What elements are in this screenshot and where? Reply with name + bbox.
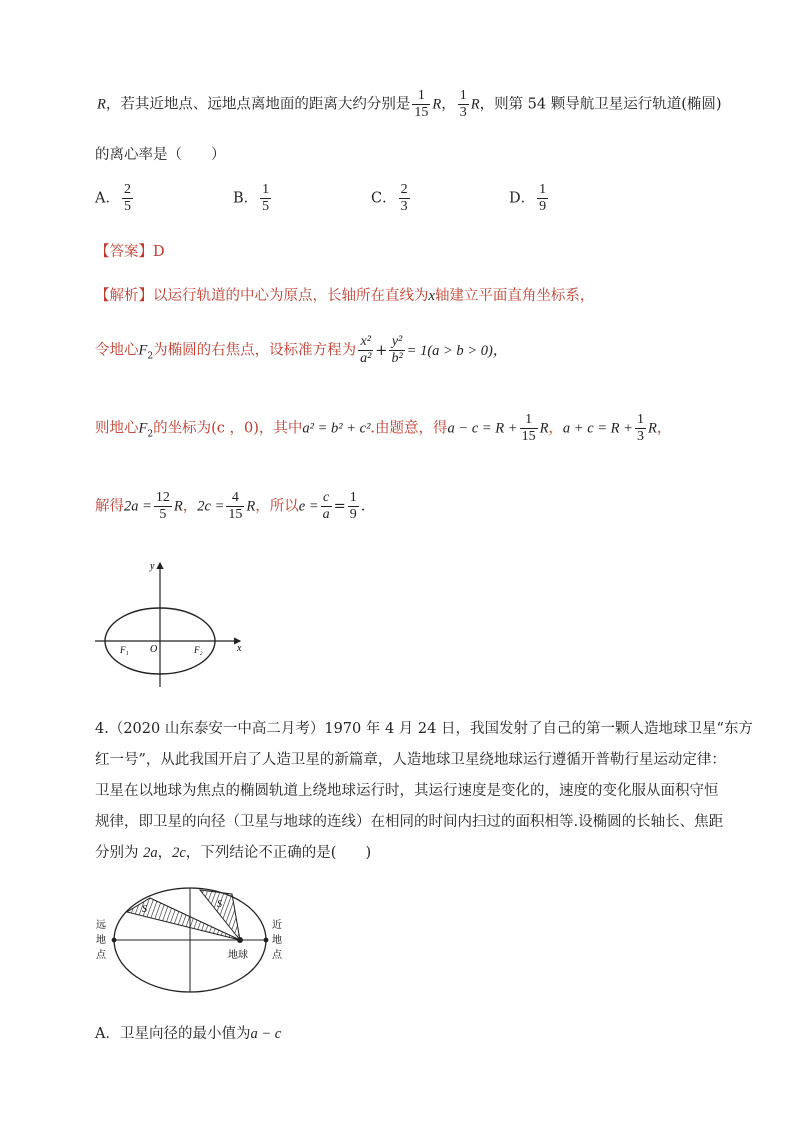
analysis-text: .由题意，得 xyxy=(370,420,448,437)
fraction-1-15: $\frac{1}{15}$ xyxy=(521,412,536,445)
radius-symbol: R xyxy=(470,96,480,113)
earth-label: 地球 xyxy=(228,950,248,961)
problem3-line2: 的离心率是（ ） xyxy=(95,147,226,163)
abc-relation: a² = b² + c² xyxy=(302,420,371,437)
y-axis-label: y xyxy=(150,561,155,572)
focus-symbol: F xyxy=(138,342,148,359)
option-label: A．卫星向径的最小值为 xyxy=(95,1026,251,1042)
option-a[interactable] xyxy=(95,182,135,215)
fraction-12-5: $\frac{12}{5}$ xyxy=(155,490,170,523)
major-axis-symbol: 2a xyxy=(143,845,158,861)
focal-distance-symbol: 2c xyxy=(172,845,186,861)
problem4-line5 xyxy=(95,841,371,862)
radius-symbol: R xyxy=(246,498,256,515)
separator: ， xyxy=(441,96,456,113)
fraction-1-3: $\frac{1}{3}$ xyxy=(636,412,644,445)
eq-fraction-x: $\frac{\text{x²}}{\text{a²}}$ xyxy=(360,334,372,367)
answer-tag: 【答案】 xyxy=(95,244,153,260)
option-fraction: $\frac{1}{5}$ xyxy=(262,182,270,215)
option-expression: a − c xyxy=(250,1026,282,1042)
eq-a-plus-c: a + c = R + xyxy=(562,420,633,437)
radius-symbol: R xyxy=(539,420,549,437)
option-fraction: $\frac{2}{3}$ xyxy=(400,182,408,215)
radius-symbol: R xyxy=(647,420,657,437)
near-point-label-3: 点 xyxy=(272,950,282,961)
focus-subscript: 2 xyxy=(147,429,154,440)
eccentricity-symbol: e = xyxy=(298,498,319,515)
near-point-label-1: 近 xyxy=(272,920,282,931)
ellipse-coordinate-figure xyxy=(90,555,260,695)
option-b[interactable] xyxy=(233,182,273,215)
plus-sign: + xyxy=(375,342,388,359)
problem4-option-a[interactable] xyxy=(95,1022,281,1043)
eq-2c: 2c = xyxy=(197,498,225,515)
far-point-label-2: 地 xyxy=(96,935,106,946)
fraction-1-3: $\frac{1}{3}$ xyxy=(459,88,467,121)
near-point-dot xyxy=(264,938,269,943)
problem4-line3: 卫星在以地球为焦点的椭圆轨道上绕地球运行时，其运行速度是变化的，速度的变化服从面积守恒 xyxy=(95,783,719,799)
ellipse-equation xyxy=(356,334,508,367)
answer-line xyxy=(95,240,165,261)
eq-a-minus-c: a − c = R + xyxy=(447,420,518,437)
equals-sign: = xyxy=(333,498,346,515)
separator: ， xyxy=(548,420,563,437)
analysis-line3 xyxy=(95,412,671,445)
analysis-text: 则地心 xyxy=(95,420,139,437)
focus-f1-label: F₁ xyxy=(120,645,129,655)
radius-symbol: R xyxy=(432,96,442,113)
far-point-dot xyxy=(112,938,117,943)
area-label-s2: S xyxy=(217,899,222,910)
separator: ， xyxy=(182,498,198,515)
analysis-text: 解得 xyxy=(95,498,124,515)
problem3-text-b: ，则第 54 颗导航卫星运行轨道(椭圆) xyxy=(479,96,722,113)
option-fraction: $\frac{1}{9}$ xyxy=(539,182,547,215)
far-point-label-1: 远 xyxy=(96,920,106,931)
focus-symbol: F xyxy=(138,420,148,437)
problem3-text-a: ，若其近地点、远地点离地面的距离大约分别是 xyxy=(105,96,411,113)
fraction-4-15: $\frac{4}{15}$ xyxy=(228,490,243,523)
option-label: C． xyxy=(371,190,397,207)
separator: ， xyxy=(656,420,672,437)
problem3-line1 xyxy=(97,88,722,121)
problem4-text: ，下列结论不正确的是( ) xyxy=(185,845,372,861)
option-label: A． xyxy=(95,190,120,207)
area-label-s1: S xyxy=(142,904,147,915)
far-point-label-3: 点 xyxy=(96,950,106,961)
analysis-text: ，所以 xyxy=(255,498,299,515)
radius-symbol: R xyxy=(97,96,106,113)
fraction-c-a: $\frac{c}{a}$ xyxy=(322,490,330,523)
problem4-line1: 4.（2020 山东泰安一中高二月考）1970 年 4 月 24 日，我国发射了自己的第一颗人造地球卫星“东方 xyxy=(95,721,753,737)
focus-f2-label: F₂ xyxy=(194,645,203,655)
option-label: B． xyxy=(233,190,259,207)
x-symbol: x xyxy=(428,288,435,304)
analysis-text: 令地心 xyxy=(95,342,139,359)
analysis-line2 xyxy=(95,334,507,367)
eq-tail: = 1(a > b > 0)， xyxy=(406,342,508,359)
kepler-orbit-figure xyxy=(92,880,292,995)
eq-2a: 2a = xyxy=(124,498,152,515)
problem4-text: 分别为 xyxy=(95,845,139,861)
focus-subscript: 2 xyxy=(147,351,154,362)
problem4-line4: 规律，即卫星的向径（卫星与地球的连线）在相同的时间内扫过的面积相等.设椭圆的长轴长、焦距 xyxy=(95,814,724,830)
fraction-1-9: $\frac{1}{9}$ xyxy=(349,490,357,523)
analysis-text: 为椭圆的右焦点，设标准方程为 xyxy=(153,342,357,359)
answer-value: D xyxy=(153,244,165,260)
analysis-line1 xyxy=(95,284,594,305)
option-fraction: $\frac{2}{5}$ xyxy=(123,182,131,215)
analysis-text: 轴建立平面直角坐标系， xyxy=(434,288,595,304)
x-axis-label: x xyxy=(237,643,242,654)
fraction-1-15: $\frac{1}{15}$ xyxy=(414,88,429,121)
option-d[interactable] xyxy=(509,182,550,215)
origin-label: O xyxy=(150,644,158,655)
option-c[interactable] xyxy=(371,182,412,215)
earth-point xyxy=(237,937,243,943)
separator: ， xyxy=(157,845,173,861)
analysis-text: 以运行轨道的中心为原点，长轴所在直线为 xyxy=(153,288,429,304)
problem4-line2: 红一号”，从此我国开启了人造卫星的新篇章，人造地球卫星绕地球运行遵循开普勒行星运动定律： xyxy=(95,752,726,768)
eq-fraction-y: $\frac{\text{y²}}{\text{b²}}$ xyxy=(391,334,403,367)
period: . xyxy=(360,498,366,515)
option-label: D． xyxy=(509,190,536,207)
analysis-line4 xyxy=(95,490,365,523)
analysis-text: 的坐标为(c ，0)，其中 xyxy=(153,420,303,437)
analysis-tag: 【解析】 xyxy=(95,288,153,304)
radius-symbol: R xyxy=(173,498,183,515)
near-point-label-2: 地 xyxy=(272,935,282,946)
